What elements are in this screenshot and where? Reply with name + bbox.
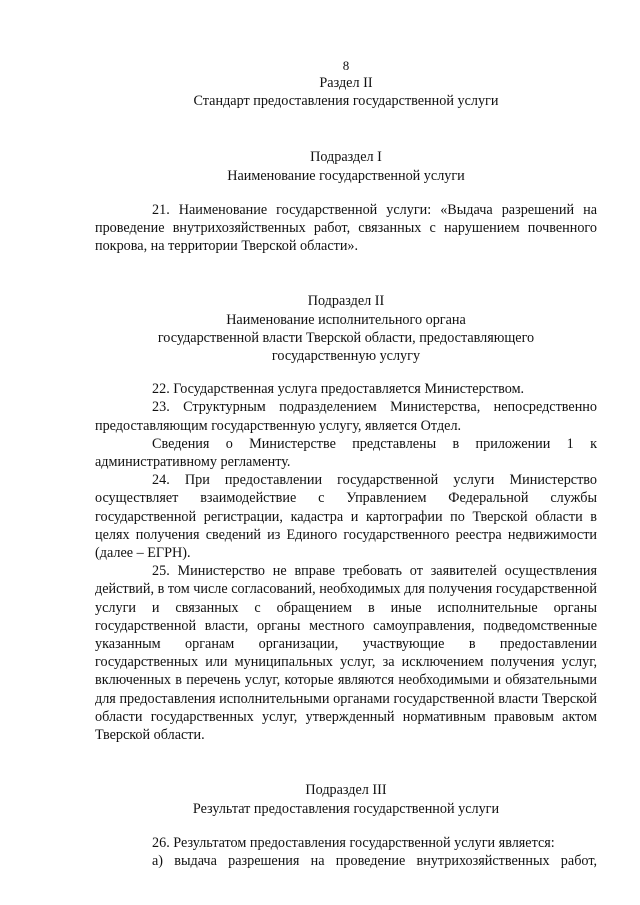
subsection-2-title-line-1: Наименование исполнительного органа xyxy=(226,311,466,328)
subsection-2-title-line-2: государственной власти Тверской области, предоставляющего xyxy=(157,329,535,346)
section-label: Раздел II xyxy=(319,75,373,91)
paragraph-25: 25. Министерство не вправе требовать от заявителей осуществления действий, в том числе согласований, необходимых для получения государственной услуги и связанных с обращением в иные исполнительные органы государственной власти, органы местного самоуправления, подведомственные указанным органам организации, участвующие в предоставлении государственных или муниципальных услуг, за исключением получения услуг, включенных в перечень услуг, которые являются необходимыми и обязательными для предоставления исполнительными органами государственной власти Тверской области государственных услуг, утвержденный нормативным правовым актом Тверской области. xyxy=(95,563,597,744)
paragraph-24: 24. При предоставлении государственной услуги Министерство осуществляет взаимодействие с Управлением Федеральной службы государственной регистрации, кадастра и картографии по Тверской области в целях получения сведений из Единого государственного реестра недвижимости (далее – ЕГРН). xyxy=(95,472,597,562)
page-number: 8 xyxy=(342,58,350,73)
subsection-3-title: Результат предоставления государственной услуги xyxy=(192,800,500,817)
document-page xyxy=(95,58,597,870)
subsection-1-title: Наименование государственной услуги xyxy=(227,167,465,184)
paragraph-22: 22. Государственная услуга предоставляется Министерством. xyxy=(152,381,525,398)
subsection-3-label: Подраздел III xyxy=(305,782,387,799)
subsection-2-label: Подраздел II xyxy=(307,293,385,310)
section-title: Стандарт предоставления государственной услуги xyxy=(193,93,499,110)
subsection-2-title-line-3: государственную услугу xyxy=(271,348,421,365)
paragraph-21: 21. Наименование государственной услуги: «Выдача разрешений на проведение внутрихозяйственных работ, связанных с нарушением почвенного покрова, на территории Тверской области». xyxy=(95,201,597,255)
subsection-1-label: Подраздел I xyxy=(310,149,382,166)
paragraph-23: 23. Структурным подразделением Министерства, непосредственно предоставляющим государственную услугу, является Отдел. xyxy=(95,399,597,434)
paragraph-26: 26. Результатом предоставления государственной услуги является: xyxy=(152,834,555,851)
paragraph-26-a: а) выдача разрешения на проведение внутрихозяйственных работ, xyxy=(152,852,597,869)
paragraph-23-info: Сведения о Министерстве представлены в приложении 1 к административному регламенту. xyxy=(95,435,597,471)
